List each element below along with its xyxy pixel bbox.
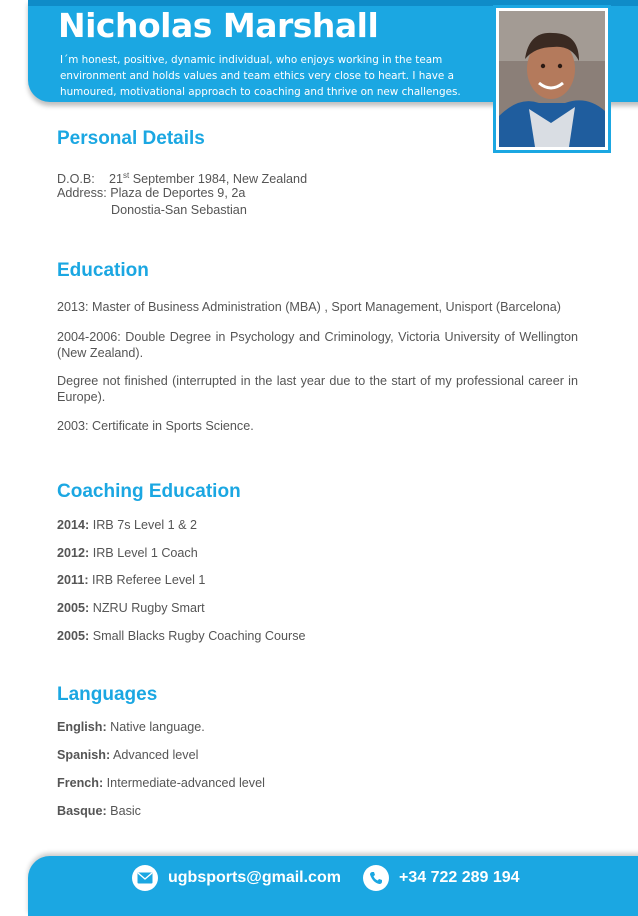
section-title-personal: Personal Details xyxy=(57,128,205,149)
language-level: Basic xyxy=(106,804,141,818)
section-title-coaching: Coaching Education xyxy=(57,481,241,502)
language-level: Native language. xyxy=(106,720,205,734)
dob-suffix: st xyxy=(123,171,130,180)
email-text[interactable]: ugbsports@gmail.com xyxy=(168,869,341,886)
language-level: Intermediate-advanced level xyxy=(103,776,265,790)
address-label: Address: xyxy=(57,186,107,200)
language-name: English: xyxy=(57,720,107,734)
phone-icon xyxy=(363,865,389,891)
coaching-item xyxy=(57,572,205,588)
language-name: French: xyxy=(57,776,104,790)
language-name: Spanish: xyxy=(57,748,111,762)
language-item xyxy=(57,775,265,791)
profile-photo xyxy=(493,5,611,153)
portrait-image xyxy=(499,11,605,147)
coaching-text: IRB 7s Level 1 & 2 xyxy=(89,518,198,532)
phone-contact[interactable] xyxy=(363,866,520,890)
education-item: 2013: Master of Business Administration (MBA) , Sport Management, Unisport (Barcelona) xyxy=(57,300,561,314)
education-item: 2004-2006: Double Degree in Psychology and Criminology, Victoria University of Wellington (New Zealand). xyxy=(57,330,578,360)
dob-rest: September 1984, New Zealand xyxy=(129,172,308,187)
language-item xyxy=(57,803,141,819)
language-name: Basque: xyxy=(57,804,107,818)
section-title-languages: Languages xyxy=(57,684,158,705)
coaching-year: 2012: xyxy=(57,546,90,560)
coaching-text: NZRU Rugby Smart xyxy=(89,601,205,615)
address-line xyxy=(57,185,245,201)
section-title-education: Education xyxy=(57,260,149,281)
tagline: I´m honest, positive, dynamic individual, who enjoys working in the team environment and holds values and team ethics very close to heart. I have a humoured, motivational approach to coaching and thrive on new challenges. xyxy=(60,54,461,98)
mail-icon xyxy=(132,865,158,891)
coaching-item xyxy=(57,545,198,561)
dob-label: D.O.B: xyxy=(57,172,95,187)
address-line1: Plaza de Deportes 9, 2a xyxy=(110,186,246,200)
coaching-item xyxy=(57,517,197,533)
email-contact[interactable] xyxy=(132,866,341,890)
coaching-year: 2014: xyxy=(57,518,90,532)
language-item xyxy=(57,747,198,763)
language-level: Advanced level xyxy=(110,748,199,762)
candidate-name: Nicholas Marshall xyxy=(58,6,379,45)
coaching-year: 2005: xyxy=(57,601,90,615)
dob-day: 21 xyxy=(109,172,124,187)
coaching-item xyxy=(57,628,306,644)
address-line2: Donostia-San Sebastian xyxy=(111,203,247,217)
education-item: 2003: Certificate in Sports Science. xyxy=(57,419,254,433)
education-item: Degree not finished (interrupted in the last year due to the start of my professional career in Europe). xyxy=(57,374,578,404)
coaching-text: IRB Level 1 Coach xyxy=(89,546,198,560)
coaching-year: 2005: xyxy=(57,629,90,643)
coaching-text: Small Blacks Rugby Coaching Course xyxy=(89,629,306,643)
phone-text[interactable]: +34 722 289 194 xyxy=(399,869,520,886)
coaching-item xyxy=(57,600,205,616)
language-item xyxy=(57,719,205,735)
coaching-year: 2011: xyxy=(57,573,89,587)
coaching-text: IRB Referee Level 1 xyxy=(88,573,206,587)
